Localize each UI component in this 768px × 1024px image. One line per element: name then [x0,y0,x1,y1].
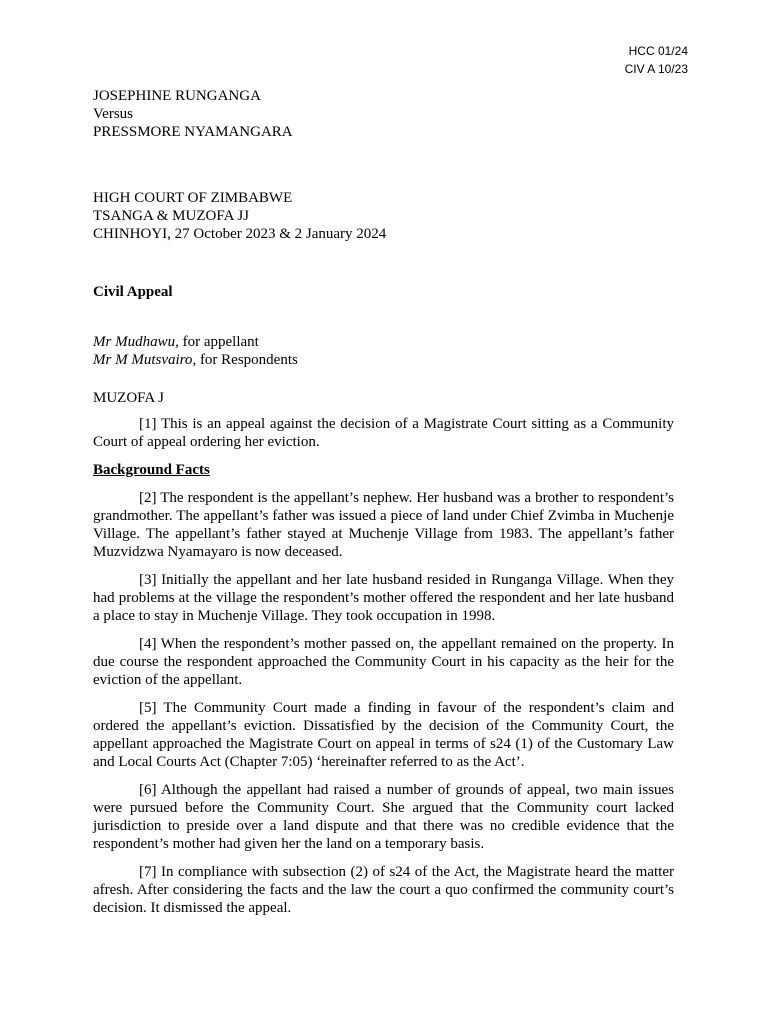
venue-dates: CHINHOYI, 27 October 2023 & 2 January 2024 [93,226,387,242]
appeal-number: CIV A 10/23 [624,62,688,76]
parties-block [93,87,674,141]
paragraph-5: [5] The Community Court made a finding in favour of the respondent’s claim and ordered the appellant’s eviction. Dissatisfied by the decision of the Community Court, the appellant approached the Magistrate Court on appeal in terms of s24 (1) of the Customary Law and Local Courts Act (Chapter 7:05) ‘hereinafter referred to as the Act’. [93,700,674,770]
case-type-heading: Civil Appeal [93,284,173,300]
document-body [93,87,674,927]
paragraph-2: [2] The respondent is the appellant’s nephew. Her husband was a brother to respondent’s grandmother. The appellant’s father was issued a piece of land under Chief Zvimba in Muchenje Village. The appellant’s father stayed at Muchenje Village from 1983. The appellant’s father Muzvidzwa Nyamayaro is now deceased. [93,490,674,560]
respondent-counsel-name: Mr M Mutsvairo [93,352,193,368]
background-facts-heading: Background Facts [93,462,210,478]
appellant-counsel-role: , for appellant [175,334,259,350]
paragraph-3: [3] Initially the appellant and her late husband resided in Runganga Village. When they had problems at the village the respondent’s mother offered the respondent and her late husband a place to stay in Muchenje Village. They took occupation in 1998. [93,572,674,624]
appellant-counsel-name: Mr Mudhawu [93,334,176,350]
respondent-counsel-role: , for Respondents [192,352,298,368]
paragraph-7: [7] In compliance with subsection (2) of s24 of the Act, the Magistrate heard the matter afresh. After considering the facts and the law the court a quo confirmed the community court’s decision. It dismissed the appeal. [93,864,674,916]
judges: TSANGA & MUZOFA JJ [93,208,249,224]
respondent-name: PRESSMORE NYAMANGARA [93,124,293,140]
court-name: HIGH COURT OF ZIMBABWE [93,190,293,206]
case-number: HCC 01/24 [628,44,688,58]
respondent-counsel [93,351,674,369]
versus-label: Versus [93,106,133,122]
appellant-counsel [93,333,674,351]
counsel-block [93,333,674,369]
case-reference [625,42,688,78]
judge-name: MUZOFA J [93,390,164,406]
court-block [93,189,674,243]
paragraph-4: [4] When the respondent’s mother passed on, the appellant remained on the property. In due course the respondent approached the Community Court in his capacity as the heir for the eviction of the appellant. [93,636,674,688]
appellant-name: JOSEPHINE RUNGANGA [93,88,261,104]
paragraph-6: [6] Although the appellant had raised a number of grounds of appeal, two main issues were pursued before the Community Court. She argued that the Community court lacked jurisdiction to preside over a land dispute and that there was no credible evidence that the respondent’s mother had given her the land on a temporary basis. [93,782,674,852]
paragraph-1: [1] This is an appeal against the decision of a Magistrate Court sitting as a Community Court of appeal ordering her eviction. [93,416,674,450]
